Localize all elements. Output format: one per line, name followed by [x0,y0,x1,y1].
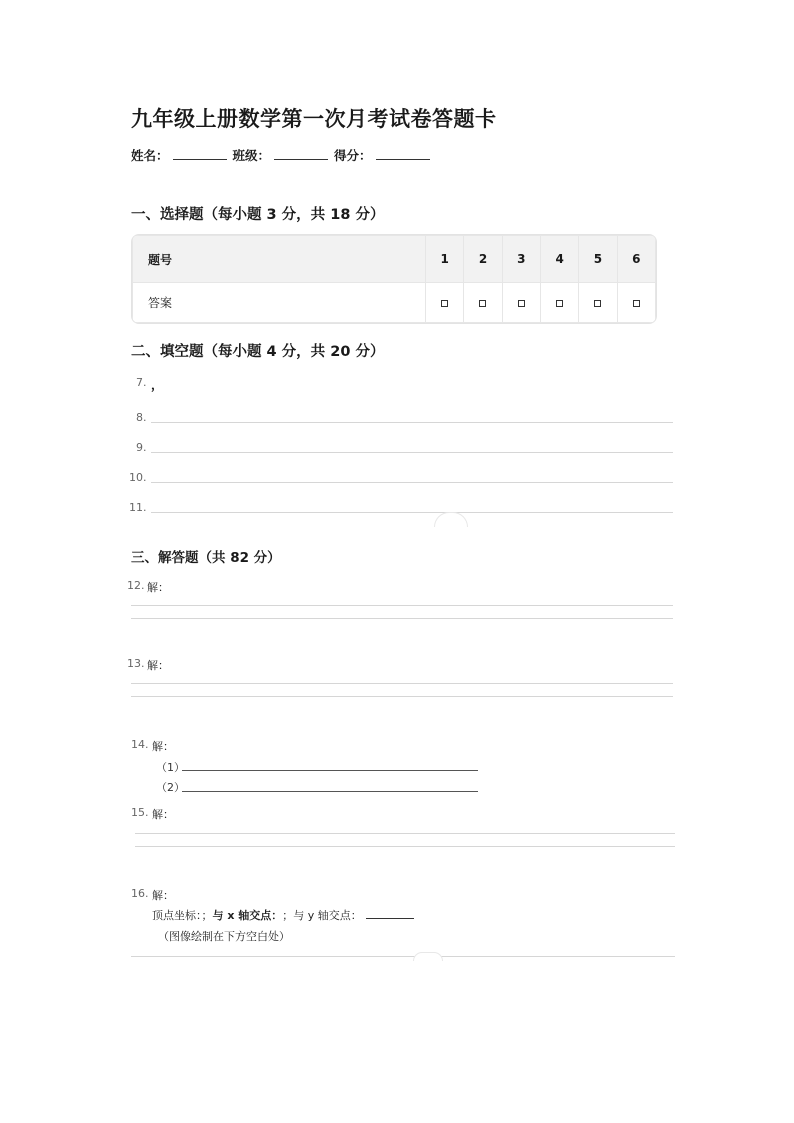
question-number: 1 [426,236,464,283]
row-header-label: 题号 [133,236,426,283]
answer-checkbox-2[interactable] [479,300,486,307]
q16-vertex-label: 顶点坐标：； [152,909,213,922]
decorative-arc [413,952,443,961]
q13-line-1[interactable] [131,683,673,684]
q12-solve-label: 解： [147,581,169,594]
q13-line-2[interactable] [131,696,673,697]
q15-line-1[interactable] [135,833,675,834]
section-solve-heading: 三、解答题（共 82 分） [131,550,281,566]
q7-number: 7. [136,376,147,389]
class-blank[interactable] [274,147,328,160]
q14-solve-label: 解： [152,740,174,753]
q14-sub2-label: （2） [156,781,185,794]
q14-sub1-label: （1） [156,761,185,774]
choice-answer-table [131,234,657,324]
table-header-row [133,236,656,283]
score-blank[interactable] [376,147,430,160]
question-number: 6 [617,236,655,283]
q16-answer-blank[interactable] [366,908,414,919]
table-answer-row [133,283,656,323]
q12-number: 12. [127,579,145,592]
q9-number: 9. [136,441,147,454]
q16-yaxis-label: ；与 y 轴交点： [282,909,362,922]
q12-line-1[interactable] [131,605,673,606]
name-blank[interactable] [173,147,227,160]
q11-answer-line[interactable] [151,512,673,513]
q14-sub2-line[interactable] [182,791,478,792]
q14-number: 14. [131,738,149,751]
student-info [131,146,436,164]
section-choice-heading: 一、选择题（每小题 3 分，共 18 分） [131,207,385,223]
q9-answer-line[interactable] [151,452,673,453]
question-number: 3 [502,236,540,283]
q16-prompt [152,907,414,923]
q7-answer: ， [151,378,164,392]
q14-sub1-line[interactable] [182,770,478,771]
q16-solve-label: 解： [152,889,174,902]
q15-number: 15. [131,806,149,819]
answer-checkbox-4[interactable] [556,300,563,307]
q16-graph-line[interactable] [131,956,675,957]
score-label: 得分： [334,148,372,163]
name-label: 姓名： [131,148,169,163]
q10-number: 10. [129,471,147,484]
answer-checkbox-3[interactable] [518,300,525,307]
q13-solve-label: 解： [147,659,169,672]
q8-answer-line[interactable] [151,422,673,423]
row-answer-label: 答案 [133,283,426,323]
q15-solve-label: 解： [152,808,174,821]
q13-number: 13. [127,657,145,670]
q10-answer-line[interactable] [151,482,673,483]
decorative-arc [434,512,468,527]
page-title: 九年级上册数学第一次月考试卷答题卡 [131,107,497,131]
answer-checkbox-6[interactable] [633,300,640,307]
question-number: 4 [540,236,578,283]
q12-line-2[interactable] [131,618,673,619]
question-number: 5 [579,236,617,283]
q11-number: 11. [129,501,147,514]
answer-checkbox-1[interactable] [441,300,448,307]
question-number: 2 [464,236,502,283]
q8-number: 8. [136,411,147,424]
section-fill-heading: 二、填空题（每小题 4 分，共 20 分） [131,344,385,360]
answer-checkbox-5[interactable] [594,300,601,307]
q16-number: 16. [131,887,149,900]
q16-xaxis-label: 与 x 轴交点： [212,909,283,922]
class-label: 班级： [232,148,271,163]
q15-line-2[interactable] [135,846,675,847]
q16-note: （图像绘制在下方空白处） [158,930,290,943]
